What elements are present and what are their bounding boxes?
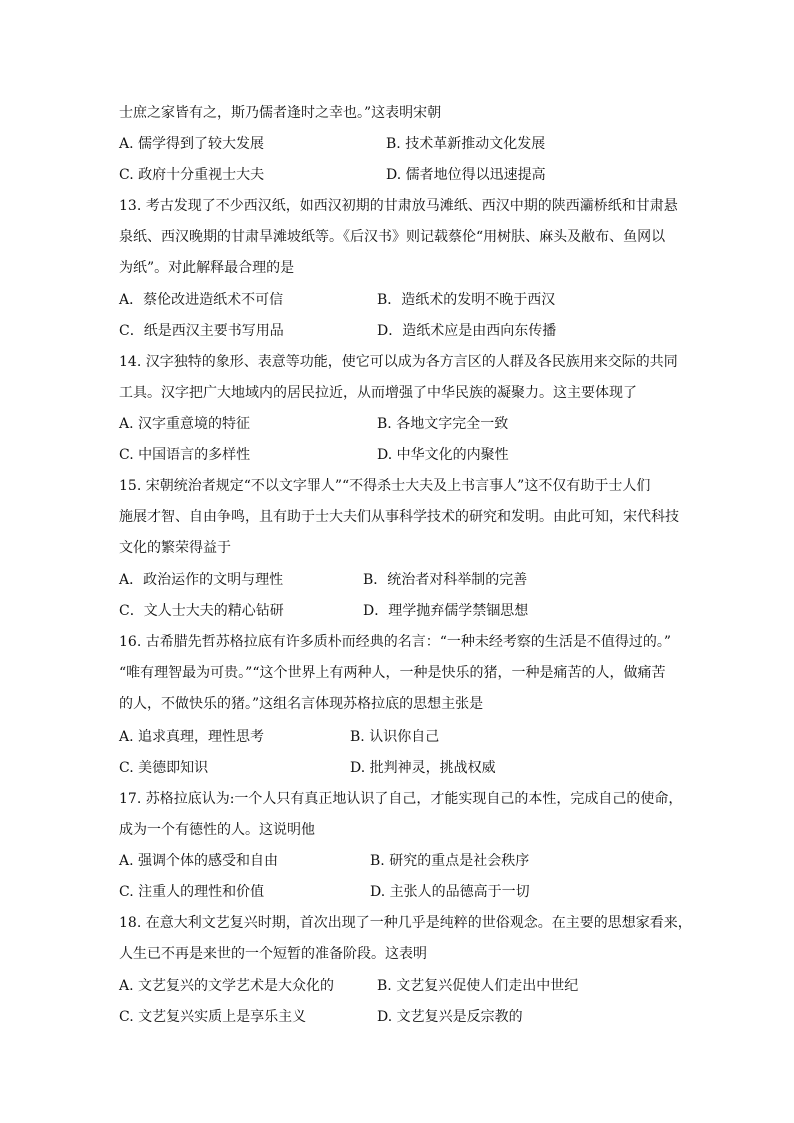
q16-line-2: “唯有理智最为可贵。”“这个世界上有两种人，一种是快乐的猪，一种是痛苦的人，做痛苦 bbox=[119, 665, 666, 681]
q15-option-b: B．统治者对科举制的完善 bbox=[363, 572, 528, 588]
q14-line-1: 14. 汉字独特的象形、表意等功能，使它可以成为各方言区的人群及各民族用来交际的共同 bbox=[119, 354, 678, 370]
q15-option-d: D．理学抛弃儒学禁锢思想 bbox=[363, 603, 529, 619]
q15-line-3: 文化的繁荣得益于 bbox=[119, 540, 231, 556]
q18-line-2: 人生已不再是来世的一个短暂的准备阶段。这表明 bbox=[119, 946, 427, 962]
q13-option-c: C．纸是西汉主要书写用品 bbox=[119, 323, 284, 339]
q14-option-a: A. 汉字重意境的特征 bbox=[119, 416, 251, 432]
q13-option-a: A．蔡伦改进造纸术不可信 bbox=[119, 292, 284, 308]
intro-option-d: D. 儒者地位得以迅速提高 bbox=[386, 167, 546, 183]
q13-line-2: 泉纸、西汉晚期的甘肃旱滩坡纸等。《后汉书》则记载蔡伦“用树肤、麻头及敝布、鱼网以 bbox=[119, 229, 666, 245]
q13-line-1: 13. 考古发现了不少西汉纸，如西汉初期的甘肃放马滩纸、西汉中期的陕西灞桥纸和甘肃悬 bbox=[119, 198, 678, 214]
q17-option-a: A. 强调个体的感受和自由 bbox=[119, 853, 279, 869]
q14-option-d: D. 中华文化的内聚性 bbox=[377, 447, 509, 463]
q18-option-c: C. 文艺复兴实质上是享乐主义 bbox=[119, 1009, 307, 1025]
q15-line-2: 施展才智、自由争鸣，且有助于士大夫们从事科学技术的研究和发明。由此可知，宋代科技 bbox=[119, 509, 679, 525]
q13-option-d: D．造纸术应是由西向东传播 bbox=[377, 323, 557, 339]
intro-option-b: B. 技术革新推动文化发展 bbox=[386, 136, 546, 152]
q15-line-1: 15. 宋朝统治者规定“不以文字罪人”“不得杀士大夫及上书言事人”这不仅有助于士人们 bbox=[119, 478, 651, 494]
q13-line-3: 为纸”。对此解释最合理的是 bbox=[119, 260, 295, 276]
intro-option-c: C. 政府十分重视士大夫 bbox=[119, 167, 265, 183]
q17-option-d: D. 主张人的品德高于一切 bbox=[370, 884, 530, 900]
q17-option-c: C. 注重人的理性和价值 bbox=[119, 884, 265, 900]
q18-option-a: A. 文艺复兴的文学艺术是大众化的 bbox=[119, 978, 335, 994]
intro-option-a: A. 儒学得到了较大发展 bbox=[119, 136, 265, 152]
q16-line-1: 16. 古希腊先哲苏格拉底有许多质朴而经典的名言：“一种未经考察的生活是不值得过的。” bbox=[119, 634, 672, 650]
q17-option-b: B. 研究的重点是社会秩序 bbox=[370, 853, 530, 869]
q16-option-b: B. 认识你自己 bbox=[350, 729, 440, 745]
q16-option-c: C. 美德即知识 bbox=[119, 760, 209, 776]
q18-line-1: 18. 在意大利文艺复兴时期，首次出现了一种几乎是纯粹的世俗观念。在主要的思想家看来， bbox=[119, 915, 692, 931]
q14-option-c: C. 中国语言的多样性 bbox=[119, 447, 251, 463]
intro-line: 士庶之家皆有之，斯乃儒者逢时之幸也。”这表明宋朝 bbox=[119, 105, 442, 121]
q18-option-d: D. 文艺复兴是反宗教的 bbox=[377, 1009, 523, 1025]
q18-option-b: B. 文艺复兴促使人们走出中世纪 bbox=[377, 978, 579, 994]
q16-option-d: D. 批判神灵，挑战权威 bbox=[350, 760, 496, 776]
q17-line-2: 成为一个有德性的人。这说明他 bbox=[119, 822, 315, 838]
q16-option-a: A. 追求真理，理性思考 bbox=[119, 729, 265, 745]
q15-option-a: A．政治运作的文明与理性 bbox=[119, 572, 284, 588]
q14-option-b: B. 各地文字完全一致 bbox=[377, 416, 509, 432]
q17-line-1: 17. 苏格拉底认为:一个人只有真正地认识了自己，才能实现自己的本性，完成自己的使命， bbox=[119, 791, 683, 807]
q13-option-b: B．造纸术的发明不晚于西汉 bbox=[377, 292, 556, 308]
q15-option-c: C．文人士大夫的精心钻研 bbox=[119, 603, 284, 619]
q14-line-2: 工具。汉字把广大地域内的居民拉近，从而增强了中华民族的凝聚力。这主要体现了 bbox=[119, 385, 637, 401]
q16-line-3: 的人，不做快乐的猪。”这组名言体现苏格拉底的思想主张是 bbox=[119, 696, 484, 712]
